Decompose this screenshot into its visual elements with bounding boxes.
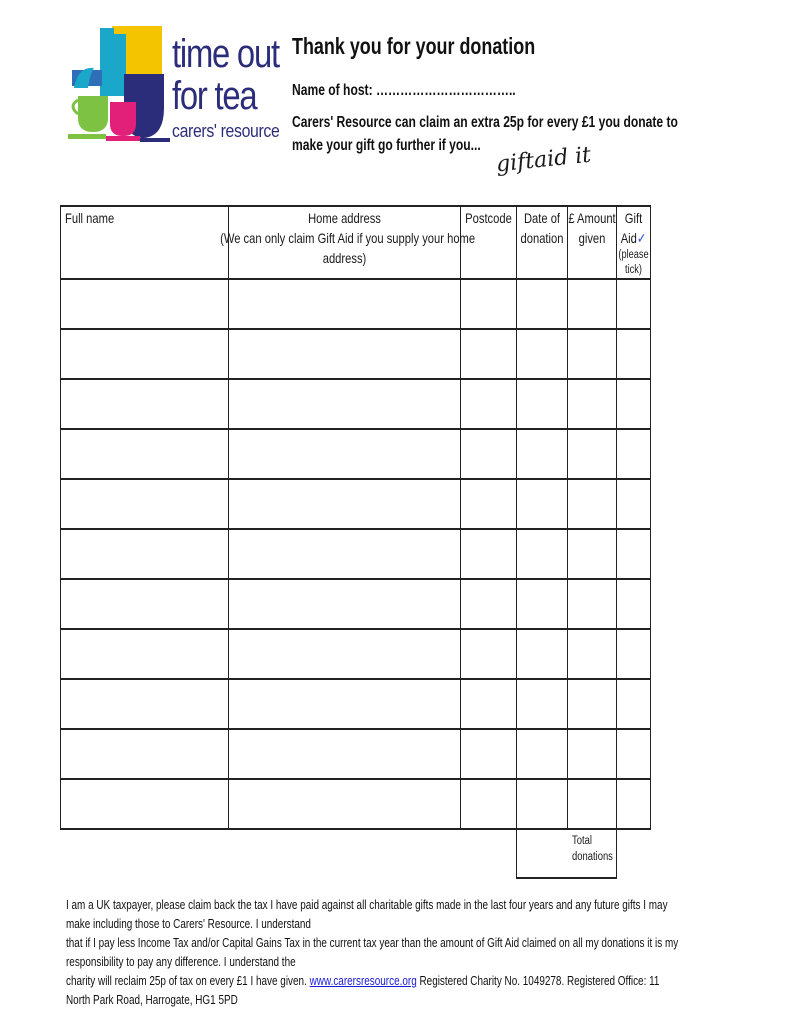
gift-aid-tick-note: (please tick): [618, 249, 649, 276]
home-address-title: Home address: [308, 210, 381, 226]
column-divider: [516, 205, 517, 879]
column-header-gift-aid: Gift Aid✓ (please tick): [617, 208, 650, 278]
declaration-line-2: that if I pay less Income Tax and/or Capital Gains Tax in the current tax year than the amount of Gift Aid claimed on all my donations it is my responsibility to pay any difference. I understand the: [66, 936, 679, 969]
row-divider: [60, 328, 651, 330]
carers-resource-website-link[interactable]: www.carersresource.org: [309, 974, 417, 988]
table-border-bottom: [60, 828, 651, 830]
table-border-top: [60, 205, 651, 207]
declaration-line-1: I am a UK taxpayer, please claim back the tax I have paid against all charitable gifts made in the last four years and any future gifts I may make including those to Carers' Resource. I understand: [66, 898, 668, 931]
gift-aid-declaration: [66, 896, 686, 1010]
row-divider: [60, 678, 651, 680]
row-divider: [60, 428, 651, 430]
column-divider: [567, 205, 568, 830]
row-divider: [60, 728, 651, 730]
row-divider: [60, 528, 651, 530]
gift-aid-claim-line-1: Carers' Resource can claim an extra 25p for every £1 you donate to: [292, 114, 678, 131]
column-header-home-address: [220, 208, 476, 268]
row-divider: [60, 578, 651, 580]
logo-text-carers-resource: carers' resource: [172, 121, 280, 141]
home-address-note-end: address): [322, 250, 367, 266]
column-header-full-name: Full name: [65, 210, 115, 226]
page-title: Thank you for your donation: [292, 33, 536, 59]
row-divider: [60, 628, 651, 630]
column-header-date: Date of donation: [520, 210, 564, 246]
teacups-logo-graphic: [66, 22, 174, 144]
column-header-amount: £ Amount given: [568, 210, 616, 246]
row-divider: [60, 478, 651, 480]
logo-text-time-out: time out: [172, 32, 279, 76]
declaration-line-3: charity will reclaim 25p of tax on every £1 I have given. www.carersresource.org Registered Charity No. 1049278. Registered Office: 11 North Park Road, Harrogate, HG1 5PD: [66, 974, 660, 1007]
column-header-postcode: Postcode: [465, 210, 512, 226]
row-divider: [60, 778, 651, 780]
logo-text-for-tea: for tea: [172, 74, 257, 118]
gift-aid-claim-line-2: make your gift go further if you...: [292, 137, 481, 154]
column-divider: [460, 205, 461, 830]
tick-icon: ✓: [636, 230, 647, 246]
table-border-left: [60, 205, 61, 830]
home-address-note: (We can only claim Gift Aid if you supply your home: [220, 230, 476, 246]
time-out-for-tea-logo: [66, 22, 288, 144]
host-name-line: Name of host: ……………………………..: [292, 82, 516, 99]
table-header-divider: [60, 278, 651, 280]
svg-text:giftaid it: giftaid it: [494, 142, 593, 178]
giftaid-it-logo: [494, 138, 593, 184]
column-divider: [228, 205, 229, 830]
column-divider: [616, 205, 617, 879]
total-box-bottom: [516, 877, 617, 879]
total-donations-label: Total donations: [572, 835, 613, 863]
table-border-right: [650, 205, 651, 830]
row-divider: [60, 378, 651, 380]
